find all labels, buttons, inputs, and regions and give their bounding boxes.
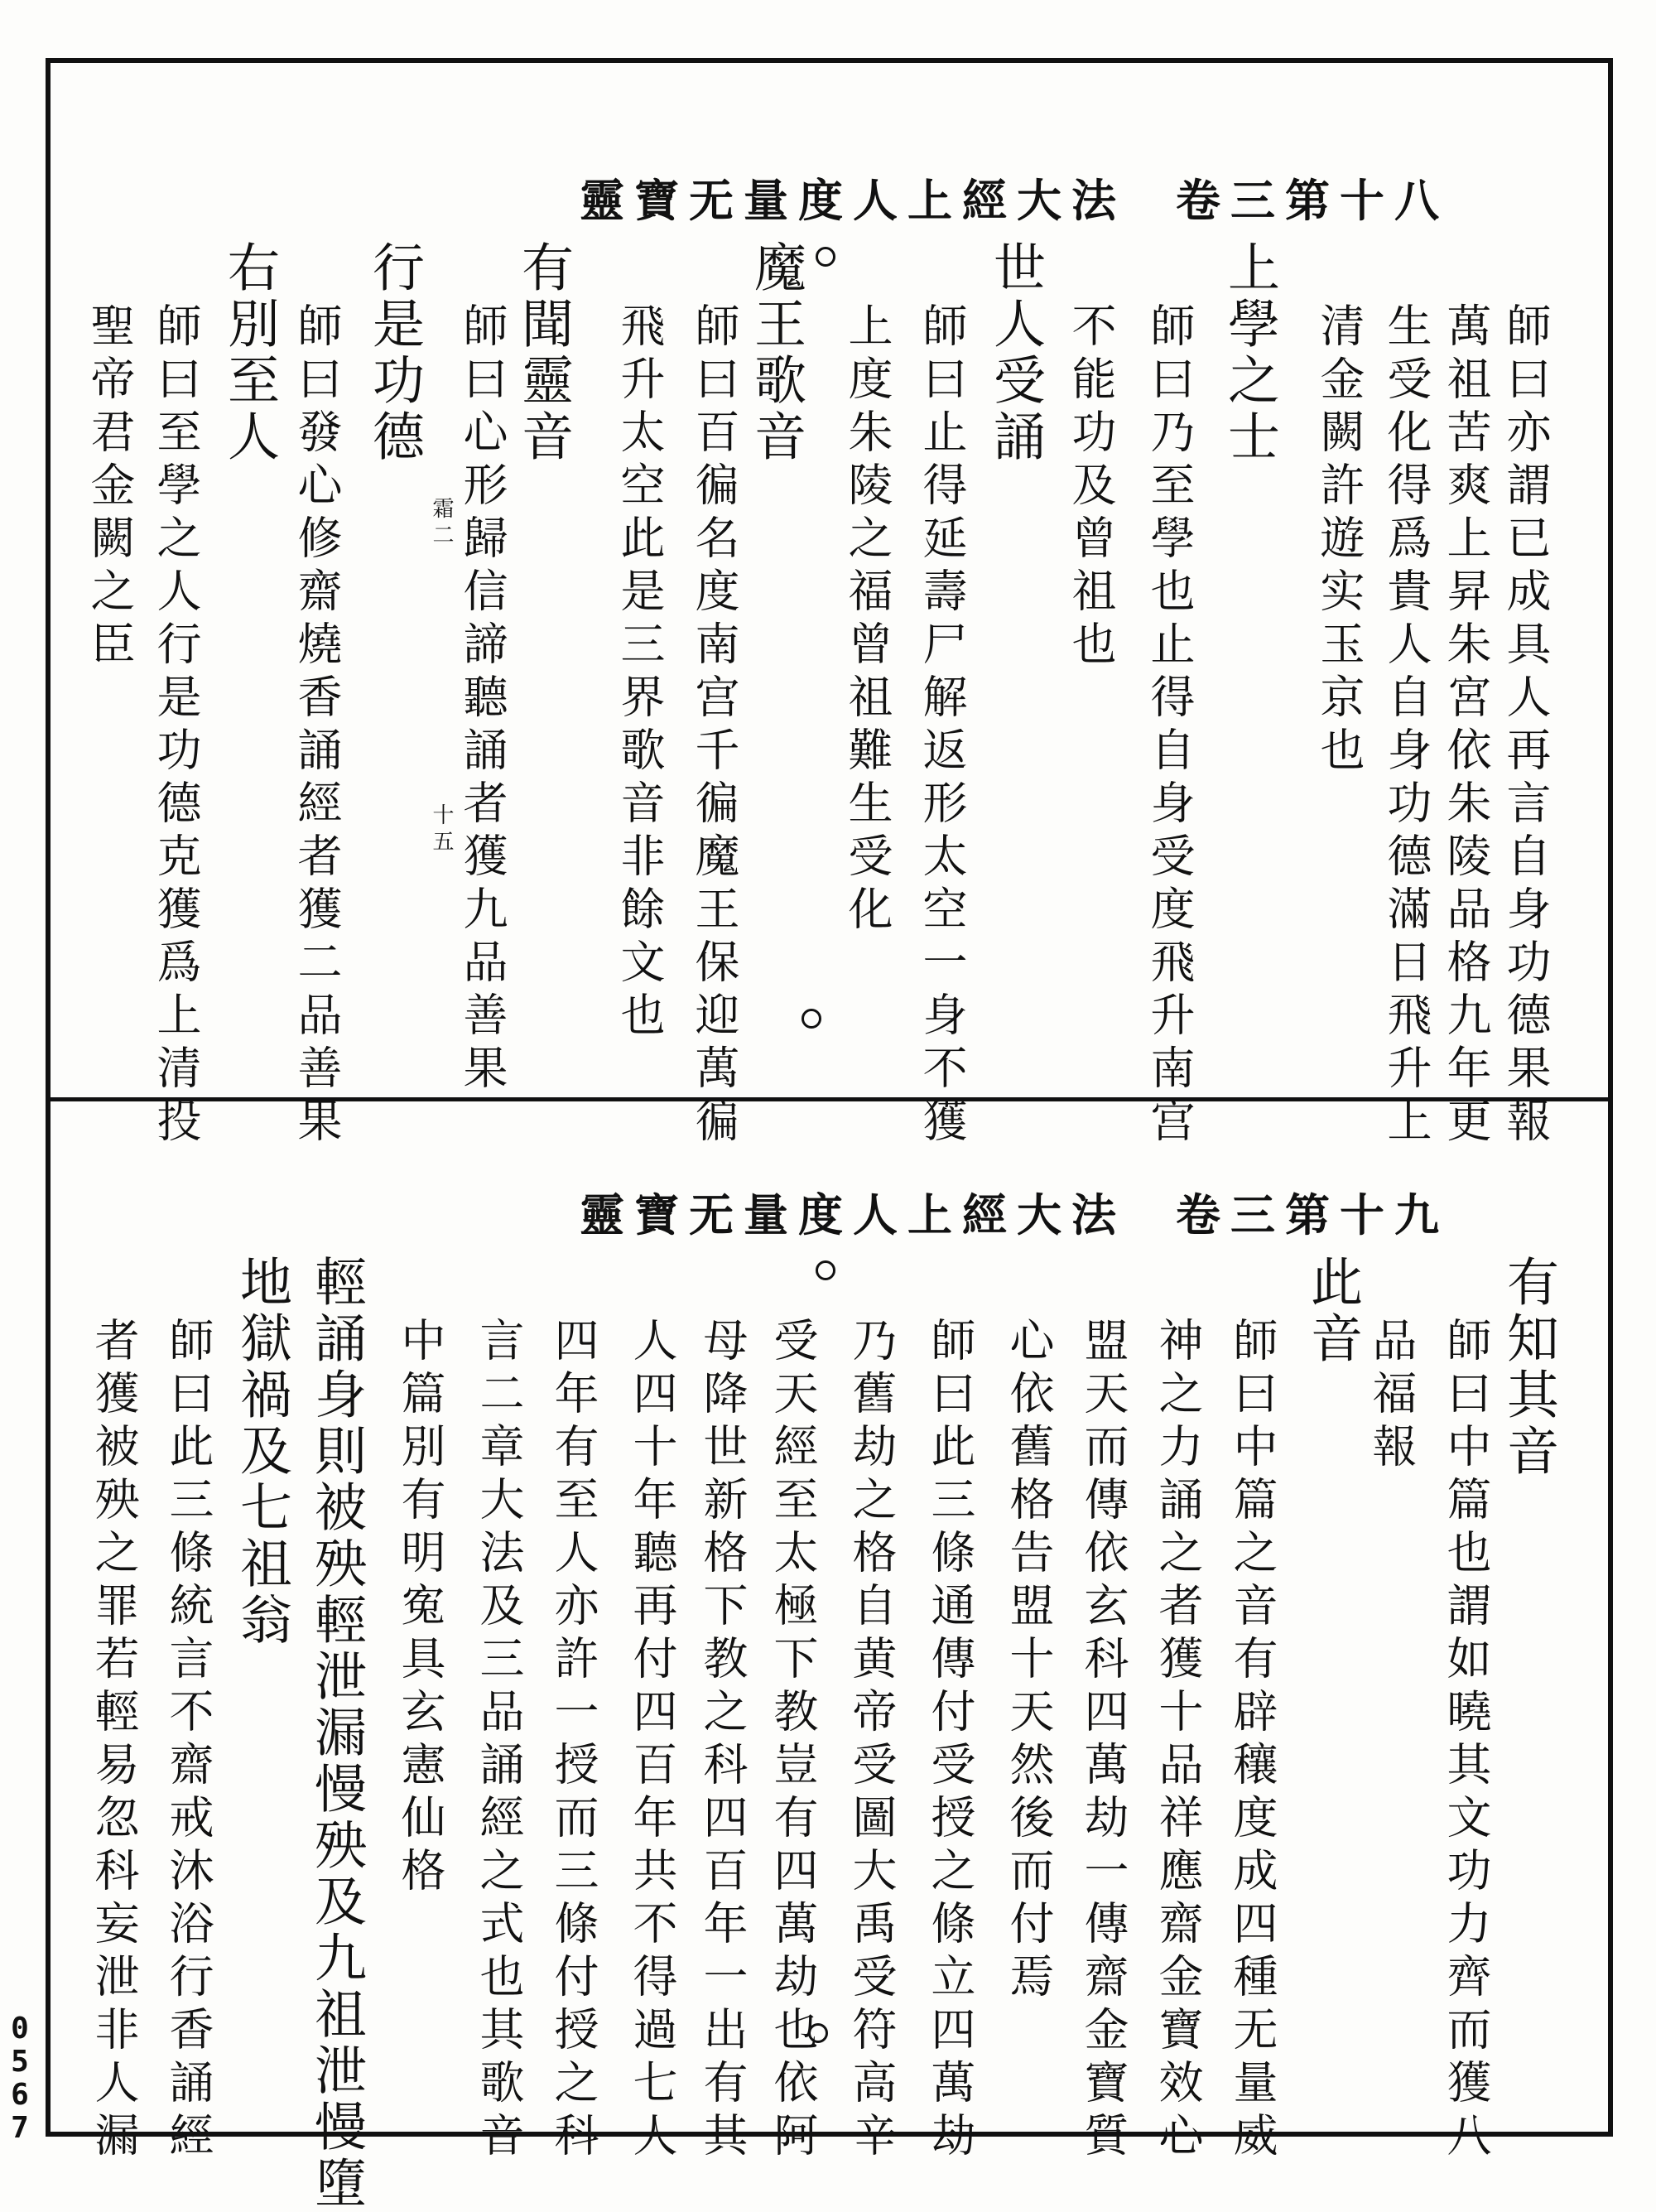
text-column: 四年有至人亦許一授而三條付授之科 [547, 1317, 599, 2165]
text-column: 心依舊格告盟十天然後而付焉 [1003, 1317, 1055, 2006]
text-column: 師曰此三條通傳付受授之條立四萬劫 [924, 1317, 976, 2165]
text-column: 人四十年聽再付四百年共不得過七人 [626, 1317, 678, 2165]
text-column: 師曰亦謂已成具人再言自身功德果報 [1500, 302, 1552, 1150]
text-column: 地獄禍及七祖翁 [232, 1255, 292, 1649]
text-column: 輕誦身則被殃輕泄漏慢殃及九祖泄慢墮 [306, 1255, 367, 2212]
lower-header-title: 靈寶无量度人上經大法 [580, 1188, 1126, 1241]
text-column: 世人受誦 [985, 240, 1046, 465]
text-column: 言二章大法及三品誦經之式也其歌音 [473, 1317, 525, 2165]
text-column: 師曰此三條統言不齋戒沐浴行香誦經 [162, 1317, 214, 2165]
text-column: 上學之士 [1220, 240, 1280, 465]
text-column: 有知其音 [1499, 1255, 1559, 1480]
text-column: 上度朱陵之福曾祖難生受化 [841, 302, 893, 938]
text-column: 萬祖苦爽上昇朱宮依朱陵品格九年更 [1440, 302, 1492, 1150]
panel-divider [46, 1097, 1613, 1101]
text-column: 品福報 [1365, 1317, 1418, 1476]
text-column: 清金闕許遊实玉京也 [1313, 302, 1365, 779]
text-column: 受天經至太極下教豈有四萬劫也依阿 [767, 1317, 819, 2165]
upper-margin-note-2: 十五 [429, 803, 454, 856]
text-column: 者獲被殃之罪若輕易忽科妄泄非人漏 [88, 1317, 140, 2165]
text-column: 師曰中篇也謂如曉其文功力齊而獲八 [1440, 1317, 1492, 2165]
text-column: 盟天而傳依玄科四萬劫一傳齋金寶質 [1077, 1317, 1129, 2165]
text-column: 師曰百徧名度南宫千徧魔王保迎萬徧 [688, 302, 740, 1150]
text-column: 師曰止得延壽尸解返形太空一身不獲 [916, 302, 968, 1150]
text-column: 右別至人 [219, 240, 280, 465]
text-column: 飛升太空此是三界歌音非餘文也 [614, 302, 666, 1044]
lower-header-chapter: 卷三第十九 [1176, 1188, 1449, 1241]
text-column: 生受化得爲貴人自身功德滿日飛升上 [1380, 302, 1432, 1150]
circle-mark [816, 1260, 835, 1280]
lower-header [580, 1180, 1449, 1244]
text-column: 魔王歌音 [746, 240, 806, 465]
text-column: 母降世新格下教之科四百年一出有其 [696, 1317, 749, 2165]
upper-header-title: 靈寶无量度人上經大法 [580, 174, 1126, 227]
circle-mark [802, 1009, 821, 1029]
page-number: 0 5 6 7 [11, 2012, 29, 2145]
text-column: 神之力誦之者獲十品祥應齋金寶效心 [1152, 1317, 1204, 2165]
text-column: 師曰乃至學也止得自身受度飛升南宫 [1143, 302, 1196, 1150]
upper-margin-note: 霜二 [429, 497, 454, 550]
text-column: 師曰發心修齋燒香誦經者獲二品善果 [291, 302, 343, 1150]
text-column: 不能功及曾祖也 [1065, 302, 1117, 673]
text-column: 中篇別有明寃具玄憲仙格 [394, 1317, 446, 1900]
circle-mark [808, 2023, 828, 2043]
upper-header-chapter: 卷三第十八 [1176, 174, 1449, 227]
text-column: 師曰至學之人行是功德克獲爲上清投 [150, 302, 202, 1150]
upper-header [580, 166, 1449, 229]
text-column: 行是功德 [364, 240, 425, 465]
text-column: 有聞靈音 [513, 240, 574, 465]
circle-mark [816, 247, 835, 267]
text-column: 師曰中篇之音有辟穰度成四種无量威 [1226, 1317, 1278, 2165]
text-column: 聖帝君金闕之臣 [84, 302, 136, 673]
text-column: 師曰心形歸信諦聽誦者獲九品善果 [456, 302, 508, 1097]
text-column: 乃舊劫之格自黄帝受圖大禹受符高辛 [845, 1317, 898, 2165]
text-column: 此音 [1302, 1255, 1363, 1367]
